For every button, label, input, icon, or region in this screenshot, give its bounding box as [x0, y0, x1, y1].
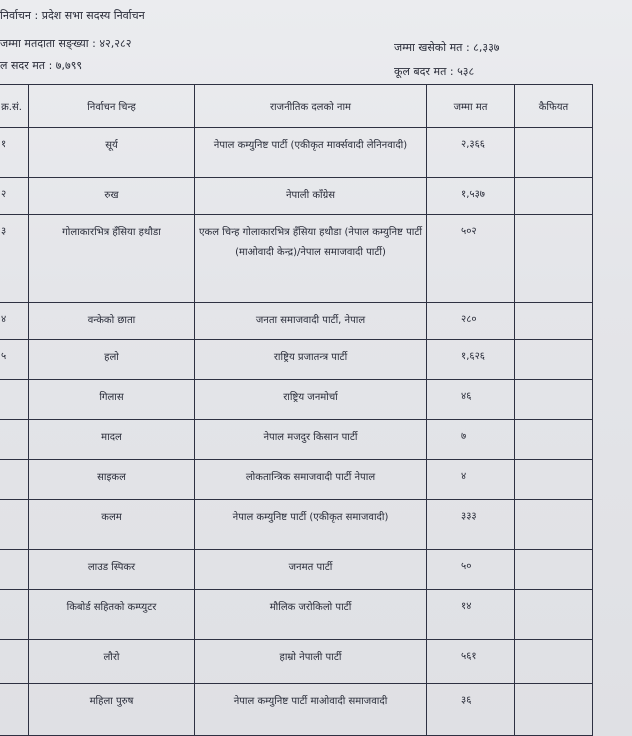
serial-cell: [0, 460, 29, 500]
symbol-cell: कलम: [29, 500, 195, 550]
votes-cell: ५०२: [427, 215, 515, 303]
symbol-cell: रुख: [29, 178, 195, 215]
table-row: [0, 303, 593, 340]
table-row: [0, 550, 593, 590]
results-table: [0, 84, 593, 736]
serial-cell: [0, 684, 29, 736]
symbol-cell: सूर्य: [29, 128, 195, 178]
col-votes: जम्मा मत: [427, 85, 515, 128]
symbol-cell: महिला पुरुष: [29, 684, 195, 736]
remarks-cell: [515, 303, 593, 340]
remarks-cell: [515, 128, 593, 178]
party-cell: नेपाल मजदुर किसान पार्टी: [195, 420, 427, 460]
serial-cell: [0, 420, 29, 460]
remarks-cell: [515, 640, 593, 684]
valid-votes: ल सदर मत : ७,७९९: [0, 59, 83, 72]
symbol-cell: लौरो: [29, 640, 195, 684]
symbol-cell: वन्केको छाता: [29, 303, 195, 340]
table-row: [0, 420, 593, 460]
table-row: [0, 128, 593, 178]
election-title: निर्वाचन : प्रदेश सभा सदस्य निर्वाचन: [0, 9, 145, 22]
symbol-cell: मादल: [29, 420, 195, 460]
party-cell: लोकतान्त्रिक समाजवादी पार्टी नेपाल: [195, 460, 427, 500]
symbol-cell: हलो: [29, 340, 195, 380]
total-voters: जम्मा मतदाता सङ्ख्या : ४२,२८२: [0, 37, 132, 50]
serial-cell: १: [0, 128, 29, 178]
remarks-cell: [515, 380, 593, 420]
votes-cell: १,६२६: [427, 340, 515, 380]
remarks-cell: [515, 420, 593, 460]
party-cell: राष्ट्रिय प्रजातन्त्र पार्टी: [195, 340, 427, 380]
votes-cell: २८०: [427, 303, 515, 340]
table-row: [0, 178, 593, 215]
votes-cell: ३३३: [427, 500, 515, 550]
table-row: [0, 640, 593, 684]
col-serial: क्र.सं.: [0, 85, 29, 128]
votes-cell: ७: [427, 420, 515, 460]
party-cell: नेपाल कम्युनिष्ट पार्टी (एकीकृत मार्क्सवादी लेनिनवादी): [195, 128, 427, 178]
serial-cell: [0, 590, 29, 640]
table-row: [0, 684, 593, 736]
votes-cell: ४: [427, 460, 515, 500]
votes-cell: ५०: [427, 550, 515, 590]
remarks-cell: [515, 178, 593, 215]
serial-cell: [0, 500, 29, 550]
invalid-votes: कूल बदर मत : ५३८: [394, 65, 475, 78]
symbol-cell: किबोर्ड सहितको कम्प्युटर: [29, 590, 195, 640]
votes-cell: १,५३७: [427, 178, 515, 215]
party-cell: नेपाल कम्युनिष्ट पार्टी (एकीकृत समाजवादी): [195, 500, 427, 550]
remarks-cell: [515, 500, 593, 550]
votes-cell: ४६: [427, 380, 515, 420]
symbol-cell: गिलास: [29, 380, 195, 420]
table-row: [0, 215, 593, 303]
col-remarks: कैफियत: [515, 85, 593, 128]
party-cell: जनमत पार्टी: [195, 550, 427, 590]
serial-cell: [0, 550, 29, 590]
party-cell: नेपाली काँग्रेस: [195, 178, 427, 215]
serial-cell: ३: [0, 215, 29, 303]
serial-cell: [0, 380, 29, 420]
votes-cast: जम्मा खसेको मत : ८,३३७: [394, 41, 500, 54]
remarks-cell: [515, 684, 593, 736]
remarks-cell: [515, 340, 593, 380]
col-symbol: निर्वाचन चिन्ह: [29, 85, 195, 128]
party-cell: राष्ट्रिय जनमोर्चा: [195, 380, 427, 420]
table-row: [0, 340, 593, 380]
remarks-cell: [515, 215, 593, 303]
votes-cell: १४: [427, 590, 515, 640]
party-cell: एकल चिन्ह गोलाकारभित्र हँसिया हथौडा (नेपाल कम्युनिष्ट पार्टी (माओवादी केन्द्र)/नेपाल समाजवादी पार्टी): [195, 215, 427, 303]
party-cell: जनता समाजवादी पार्टी, नेपाल: [195, 303, 427, 340]
table-row: [0, 590, 593, 640]
votes-cell: ५६१: [427, 640, 515, 684]
col-party: राजनीतिक दलको नाम: [195, 85, 427, 128]
party-cell: हाम्रो नेपाली पार्टी: [195, 640, 427, 684]
symbol-cell: गोलाकारभित्र हँसिया हथौडा: [29, 215, 195, 303]
table-row: [0, 380, 593, 420]
table-header-row: [0, 85, 593, 128]
votes-cell: ३६: [427, 684, 515, 736]
remarks-cell: [515, 550, 593, 590]
symbol-cell: लाउड स्पिकर: [29, 550, 195, 590]
party-cell: नेपाल कम्युनिष्ट पार्टी माओवादी समाजवादी: [195, 684, 427, 736]
remarks-cell: [515, 460, 593, 500]
table-row: [0, 460, 593, 500]
serial-cell: ४: [0, 303, 29, 340]
serial-cell: २: [0, 178, 29, 215]
table-row: [0, 500, 593, 550]
symbol-cell: साइकल: [29, 460, 195, 500]
party-cell: मौलिक जरोकिलो पार्टी: [195, 590, 427, 640]
votes-cell: २,३६६: [427, 128, 515, 178]
serial-cell: ५: [0, 340, 29, 380]
serial-cell: [0, 640, 29, 684]
remarks-cell: [515, 590, 593, 640]
